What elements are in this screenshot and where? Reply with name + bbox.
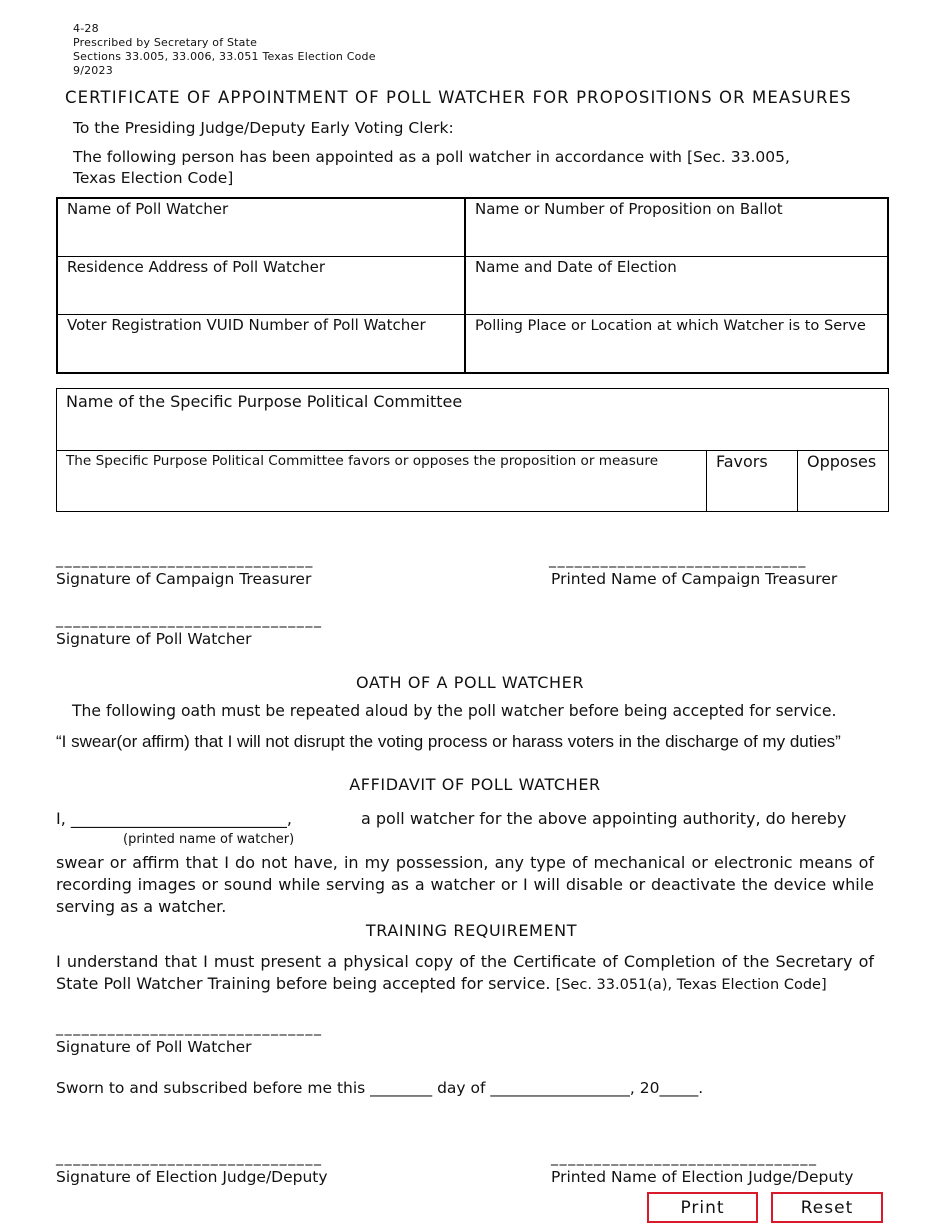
affidavit-heading: AFFIDAVIT OF POLL WATCHER: [349, 775, 601, 794]
print-button[interactable]: Print: [647, 1192, 758, 1223]
judge-name-label: Printed Name of Election Judge/Deputy: [551, 1168, 854, 1186]
treasurer-name-line[interactable]: ______________________________: [549, 552, 807, 568]
polling-place-label: Polling Place or Location at which Watcher is to Serve: [475, 316, 866, 334]
page-title: CERTIFICATE OF APPOINTMENT OF POLL WATCHER FOR PROPOSITIONS OR MEASURES: [65, 88, 852, 107]
residence-label: Residence Address of Poll Watcher: [67, 257, 326, 276]
election-label: Name and Date of Election: [475, 257, 677, 276]
vuid-label: Voter Registration VUID Number of Poll Watcher: [67, 315, 426, 334]
watcher-signature-label: Signature of Poll Watcher: [56, 630, 252, 648]
salutation: To the Presiding Judge/Deputy Early Voting Clerk:: [73, 119, 454, 137]
committee-name-field[interactable]: [57, 389, 889, 451]
appointment-table: [56, 197, 889, 374]
judge-signature-line[interactable]: _______________________________: [56, 1150, 323, 1166]
training-text: I understand that I must present a physical copy of the Certificate of Completion of the Secretary of State Poll Watcher Training before being accepted for service.: [56, 952, 874, 993]
vuid-field[interactable]: [57, 314, 465, 373]
favors-label: Favors: [716, 452, 768, 471]
sworn-statement[interactable]: Sworn to and subscribed before me this ________ day of __________________, 20_____.: [56, 1079, 704, 1097]
name-of-watcher-field[interactable]: [57, 198, 465, 256]
training-heading: TRAINING REQUIREMENT: [365, 921, 578, 940]
committee-stance-label: The Specific Purpose Political Committee favors or opposes the proposition or measure: [66, 453, 659, 469]
affidavit-line-1: a poll watcher for the above appointing authority, do hereby: [361, 809, 847, 828]
favors-field[interactable]: [707, 451, 798, 512]
proposition-label: Name or Number of Proposition on Ballot: [475, 200, 783, 218]
oath-quote: “I swear(or affirm) that I will not disrupt the voting process or harass voters in the discharge of my duties”: [56, 732, 841, 751]
training-citation: [Sec. 33.051(a), Texas Election Code]: [555, 977, 827, 993]
affidavit-name-blank[interactable]: I, ___________________________,: [56, 809, 292, 828]
intro-line-2: Texas Election Code]: [73, 169, 234, 187]
treasurer-name-label: Printed Name of Campaign Treasurer: [551, 570, 838, 588]
treasurer-signature-line[interactable]: ______________________________: [56, 552, 314, 568]
committee-table: [56, 388, 889, 512]
judge-signature-label: Signature of Election Judge/Deputy: [56, 1168, 328, 1186]
affidavit-body: swear or affirm that I do not have, in my possession, any type of mechanical or electronic means of recording images or sound while serving as a watcher or I will disable or deactivate the device while serving as a watcher.: [56, 853, 874, 916]
revision-date: 9/2023: [73, 64, 113, 77]
name-of-watcher-label: Name of Poll Watcher: [67, 200, 229, 218]
code-sections: Sections 33.005, 33.006, 33.051 Texas Election Code: [73, 50, 376, 63]
watcher-signature-line[interactable]: _______________________________: [56, 612, 323, 628]
intro-line-1: The following person has been appointed as a poll watcher in accordance with [Sec. 33.005,: [73, 148, 790, 166]
watcher-signature-label-2: Signature of Poll Watcher: [56, 1038, 252, 1056]
opposes-label: Opposes: [807, 452, 877, 471]
polling-place-field[interactable]: [465, 314, 888, 373]
form-header: [73, 22, 376, 78]
judge-name-line[interactable]: _______________________________: [551, 1150, 818, 1166]
oath-instruction: The following oath must be repeated aloud by the poll watcher before being accepted for service.: [72, 702, 837, 720]
opposes-field[interactable]: [798, 451, 889, 512]
treasurer-signature-label: Signature of Campaign Treasurer: [56, 570, 312, 588]
training-body: [56, 951, 874, 996]
oath-heading: OATH OF A POLL WATCHER: [355, 673, 585, 692]
prescribed-by: Prescribed by Secretary of State: [73, 36, 258, 49]
proposition-field[interactable]: [465, 198, 888, 256]
committee-stance-cell: [57, 451, 707, 512]
reset-button[interactable]: Reset: [771, 1192, 883, 1223]
election-field[interactable]: [465, 256, 888, 314]
residence-field[interactable]: [57, 256, 465, 314]
watcher-signature-line-2[interactable]: _______________________________: [56, 1020, 323, 1036]
committee-name-label: Name of the Specific Purpose Political Committee: [66, 392, 463, 411]
printed-name-hint: (printed name of watcher): [123, 832, 295, 847]
form-number: 4-28: [73, 22, 99, 35]
